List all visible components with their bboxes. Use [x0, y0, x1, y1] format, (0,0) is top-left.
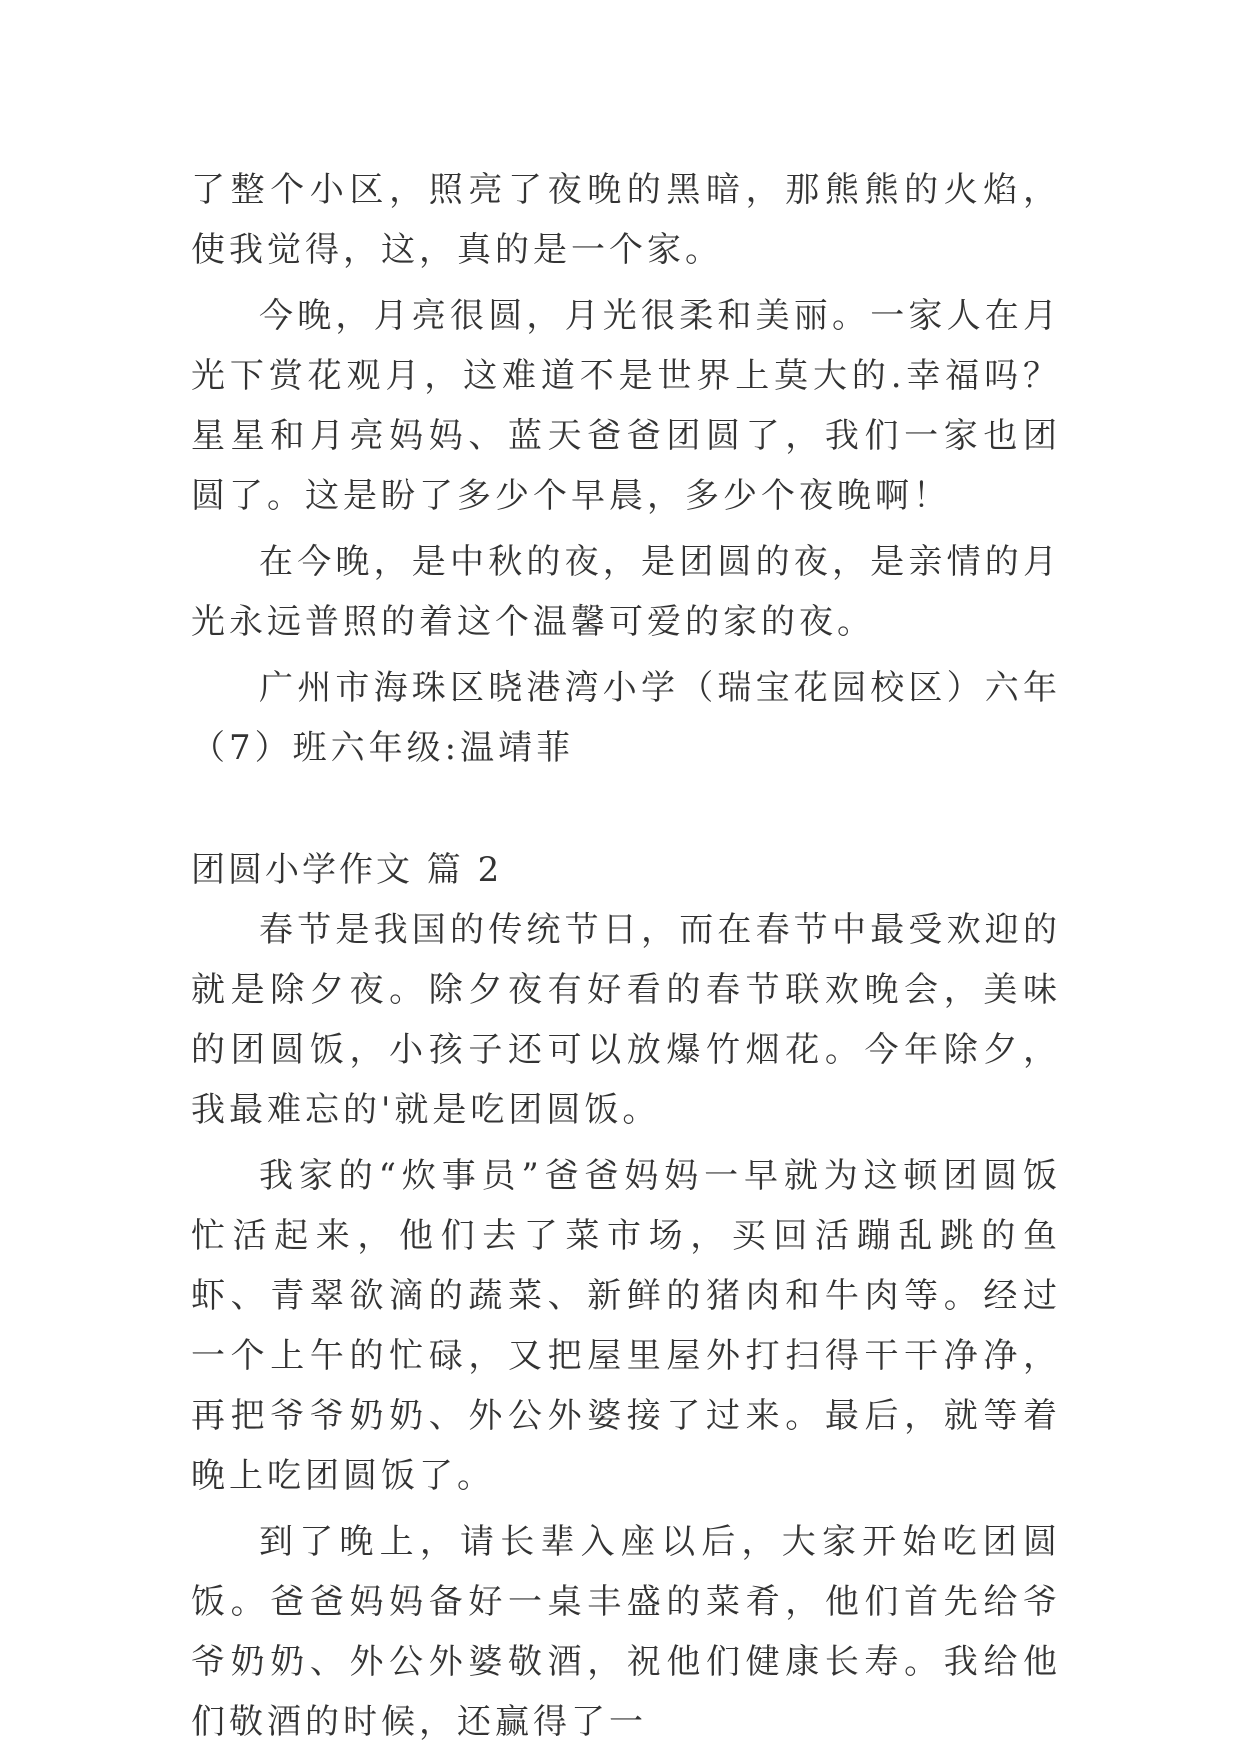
paragraph: 了整个小区，照亮了夜晚的黑暗，那熊熊的火焰，使我觉得，这，真的是一个家。 — [191, 170, 1061, 270]
paragraph: 春节是我国的传统节日，而在春节中最受欢迎的就是除夕夜。除夕夜有好看的春节联欢晚会，美味的团圆饭，小孩子还可以放爆竹烟花。今年除夕，我最难忘的'就是吃团圆饭。 — [191, 910, 1061, 1130]
paragraph: 到了晚上，请长辈入座以后，大家开始吃团圆饭。爸爸妈妈备好一桌丰盛的菜肴，他们首先给爷爷奶奶、外公外婆敬酒，祝他们健康长寿。我给他们敬酒的时候，还赢得了一 — [191, 1522, 1061, 1742]
section-title: 团圆小学作文 篇 2 — [191, 850, 503, 890]
document-body — [191, 160, 1061, 1752]
author-line: 广州市海珠区晓港湾小学（瑞宝花园校区）六年（7）班六年级:温靖菲 — [191, 668, 1061, 768]
paragraph: 我家的“炊事员”爸爸妈妈一早就为这顿团圆饭忙活起来，他们去了菜市场，买回活蹦乱跳的鱼虾、青翠欲滴的蔬菜、新鲜的猪肉和牛肉等。经过一个上午的忙碌，又把屋里屋外打扫得干干净净，再把爷爷奶奶、外公外婆接了过来。最后，就等着晚上吃团圆饭了。 — [191, 1156, 1061, 1496]
paragraph: 在今晚，是中秋的夜，是团圆的夜，是亲情的月光永远普照的着这个温馨可爱的家的夜。 — [191, 542, 1061, 642]
paragraph: 今晚，月亮很圆，月光很柔和美丽。一家人在月光下赏花观月，这难道不是世界上莫大的.幸福吗？星星和月亮妈妈、蓝天爸爸团圆了，我们一家也团圆了。这是盼了多少个早晨，多少个夜晚啊！ — [191, 296, 1061, 516]
